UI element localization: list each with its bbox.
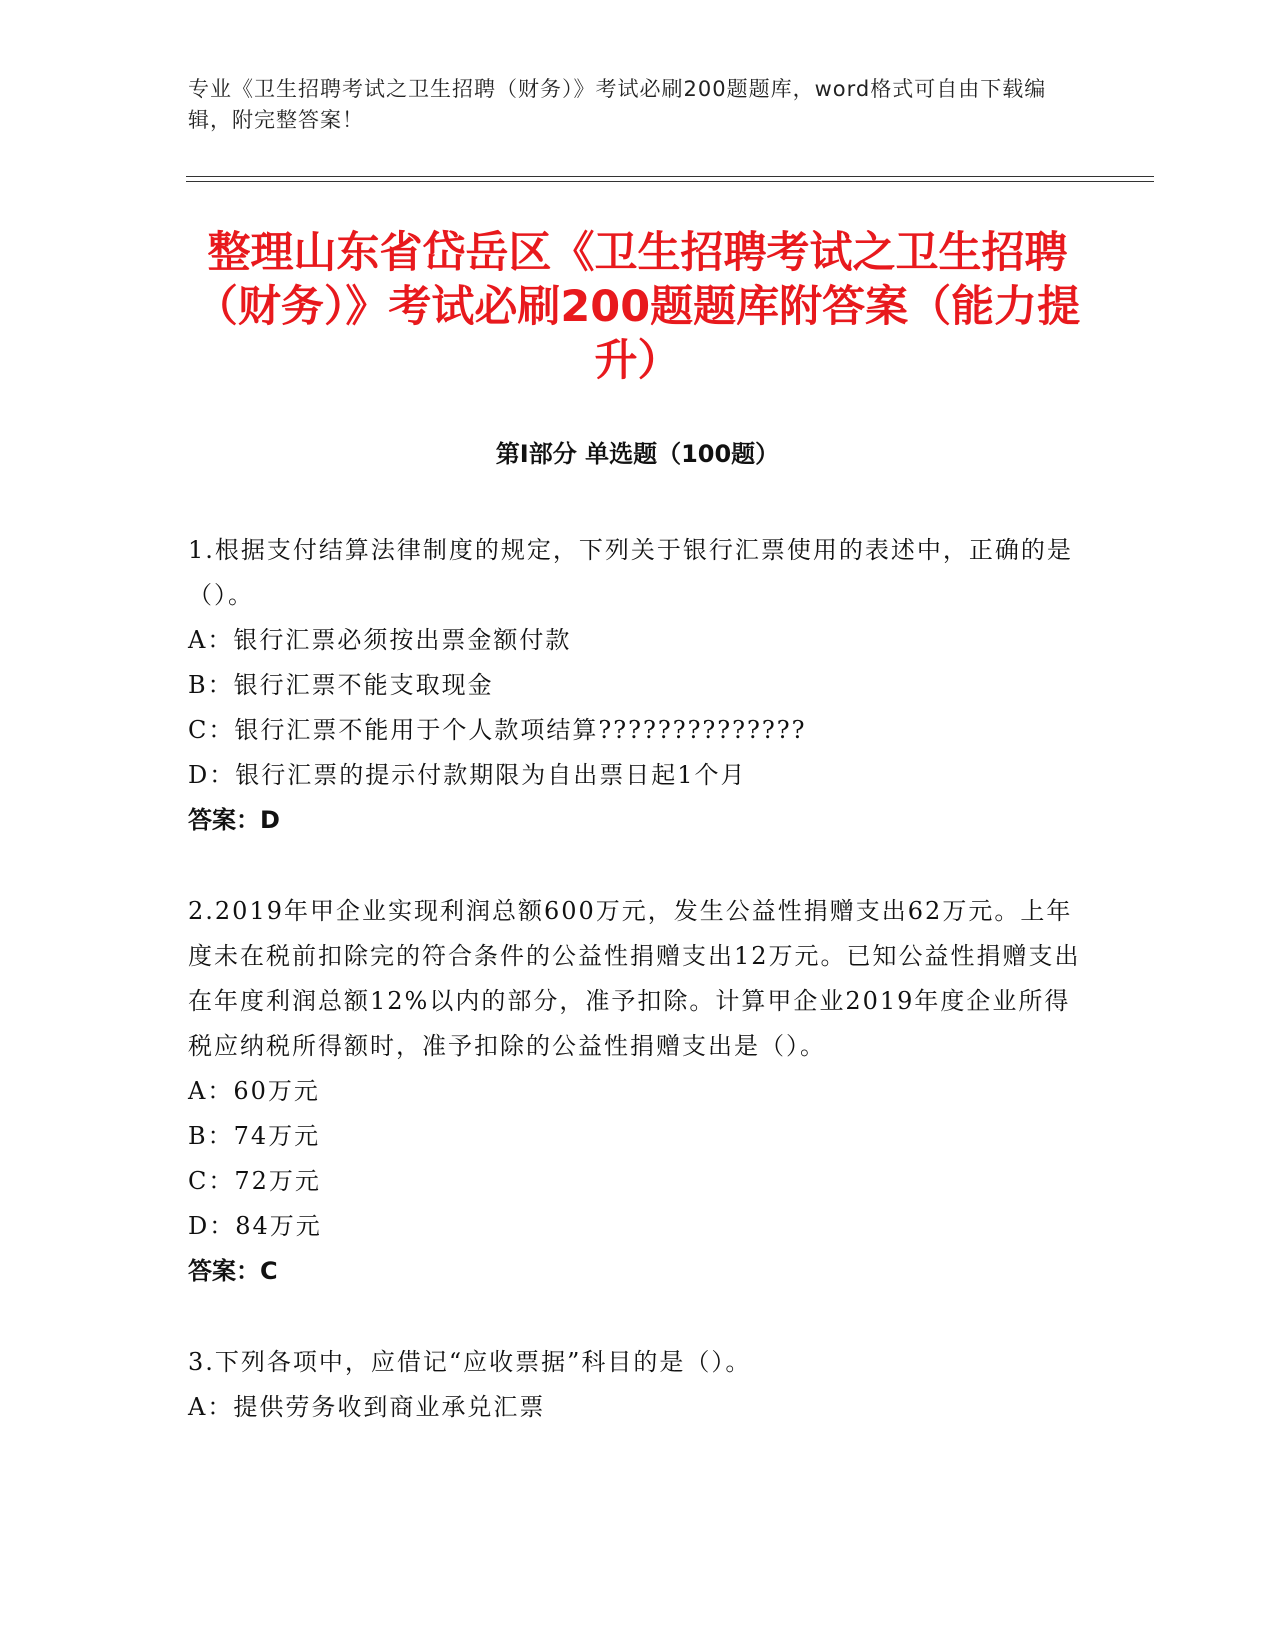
question-3	[188, 1340, 1088, 1430]
answer: 答案：C	[188, 1257, 278, 1285]
option-b: B：银行汇票不能支取现金	[188, 671, 494, 699]
document-title: 整理山东省岱岳区《卫生招聘考试之卫生招聘（财务）》考试必刷200题题库附答案（能力提升）	[194, 228, 1081, 386]
question-list	[188, 528, 1088, 1476]
option-c: C：72万元	[188, 1167, 321, 1195]
question-1	[188, 528, 1088, 843]
option-c: C：银行汇票不能用于个人款项结算??????????????	[188, 716, 807, 744]
option-a: A：银行汇票必须按出票金额付款	[188, 626, 572, 654]
option-a: A：60万元	[188, 1077, 320, 1105]
question-stem: 1.根据支付结算法律制度的规定，下列关于银行汇票使用的表述中，正确的是（）。	[188, 536, 1073, 609]
option-d: D：银行汇票的提示付款期限为自出票日起1个月	[188, 761, 747, 789]
question-stem: 3.下列各项中，应借记“应收票据”科目的是（）。	[188, 1348, 752, 1376]
question-2	[188, 889, 1088, 1294]
option-b: B：74万元	[188, 1122, 321, 1150]
question-stem: 2.2019年甲企业实现利润总额600万元，发生公益性捐赠支出62万元。上年度未在税前扣除完的符合条件的公益性捐赠支出12万元。已知公益性捐赠支出在年度利润总额12%以内的部分，准予扣除。计算甲企业2019年度企业所得税应纳税所得额时，准予扣除的公益性捐赠支出是（）。	[188, 897, 1081, 1060]
header-divider-bottom	[186, 181, 1154, 182]
answer: 答案：D	[188, 806, 280, 834]
header-divider-top	[186, 176, 1154, 177]
header-note: 专业《卫生招聘考试之卫生招聘（财务）》考试必刷200题题库，word格式可自由下载编辑，附完整答案！	[188, 77, 1047, 132]
option-a: A：提供劳务收到商业承兑汇票	[188, 1393, 546, 1421]
section-heading: 第I部分 单选题（100题）	[495, 440, 780, 468]
option-d: D：84万元	[188, 1212, 322, 1240]
